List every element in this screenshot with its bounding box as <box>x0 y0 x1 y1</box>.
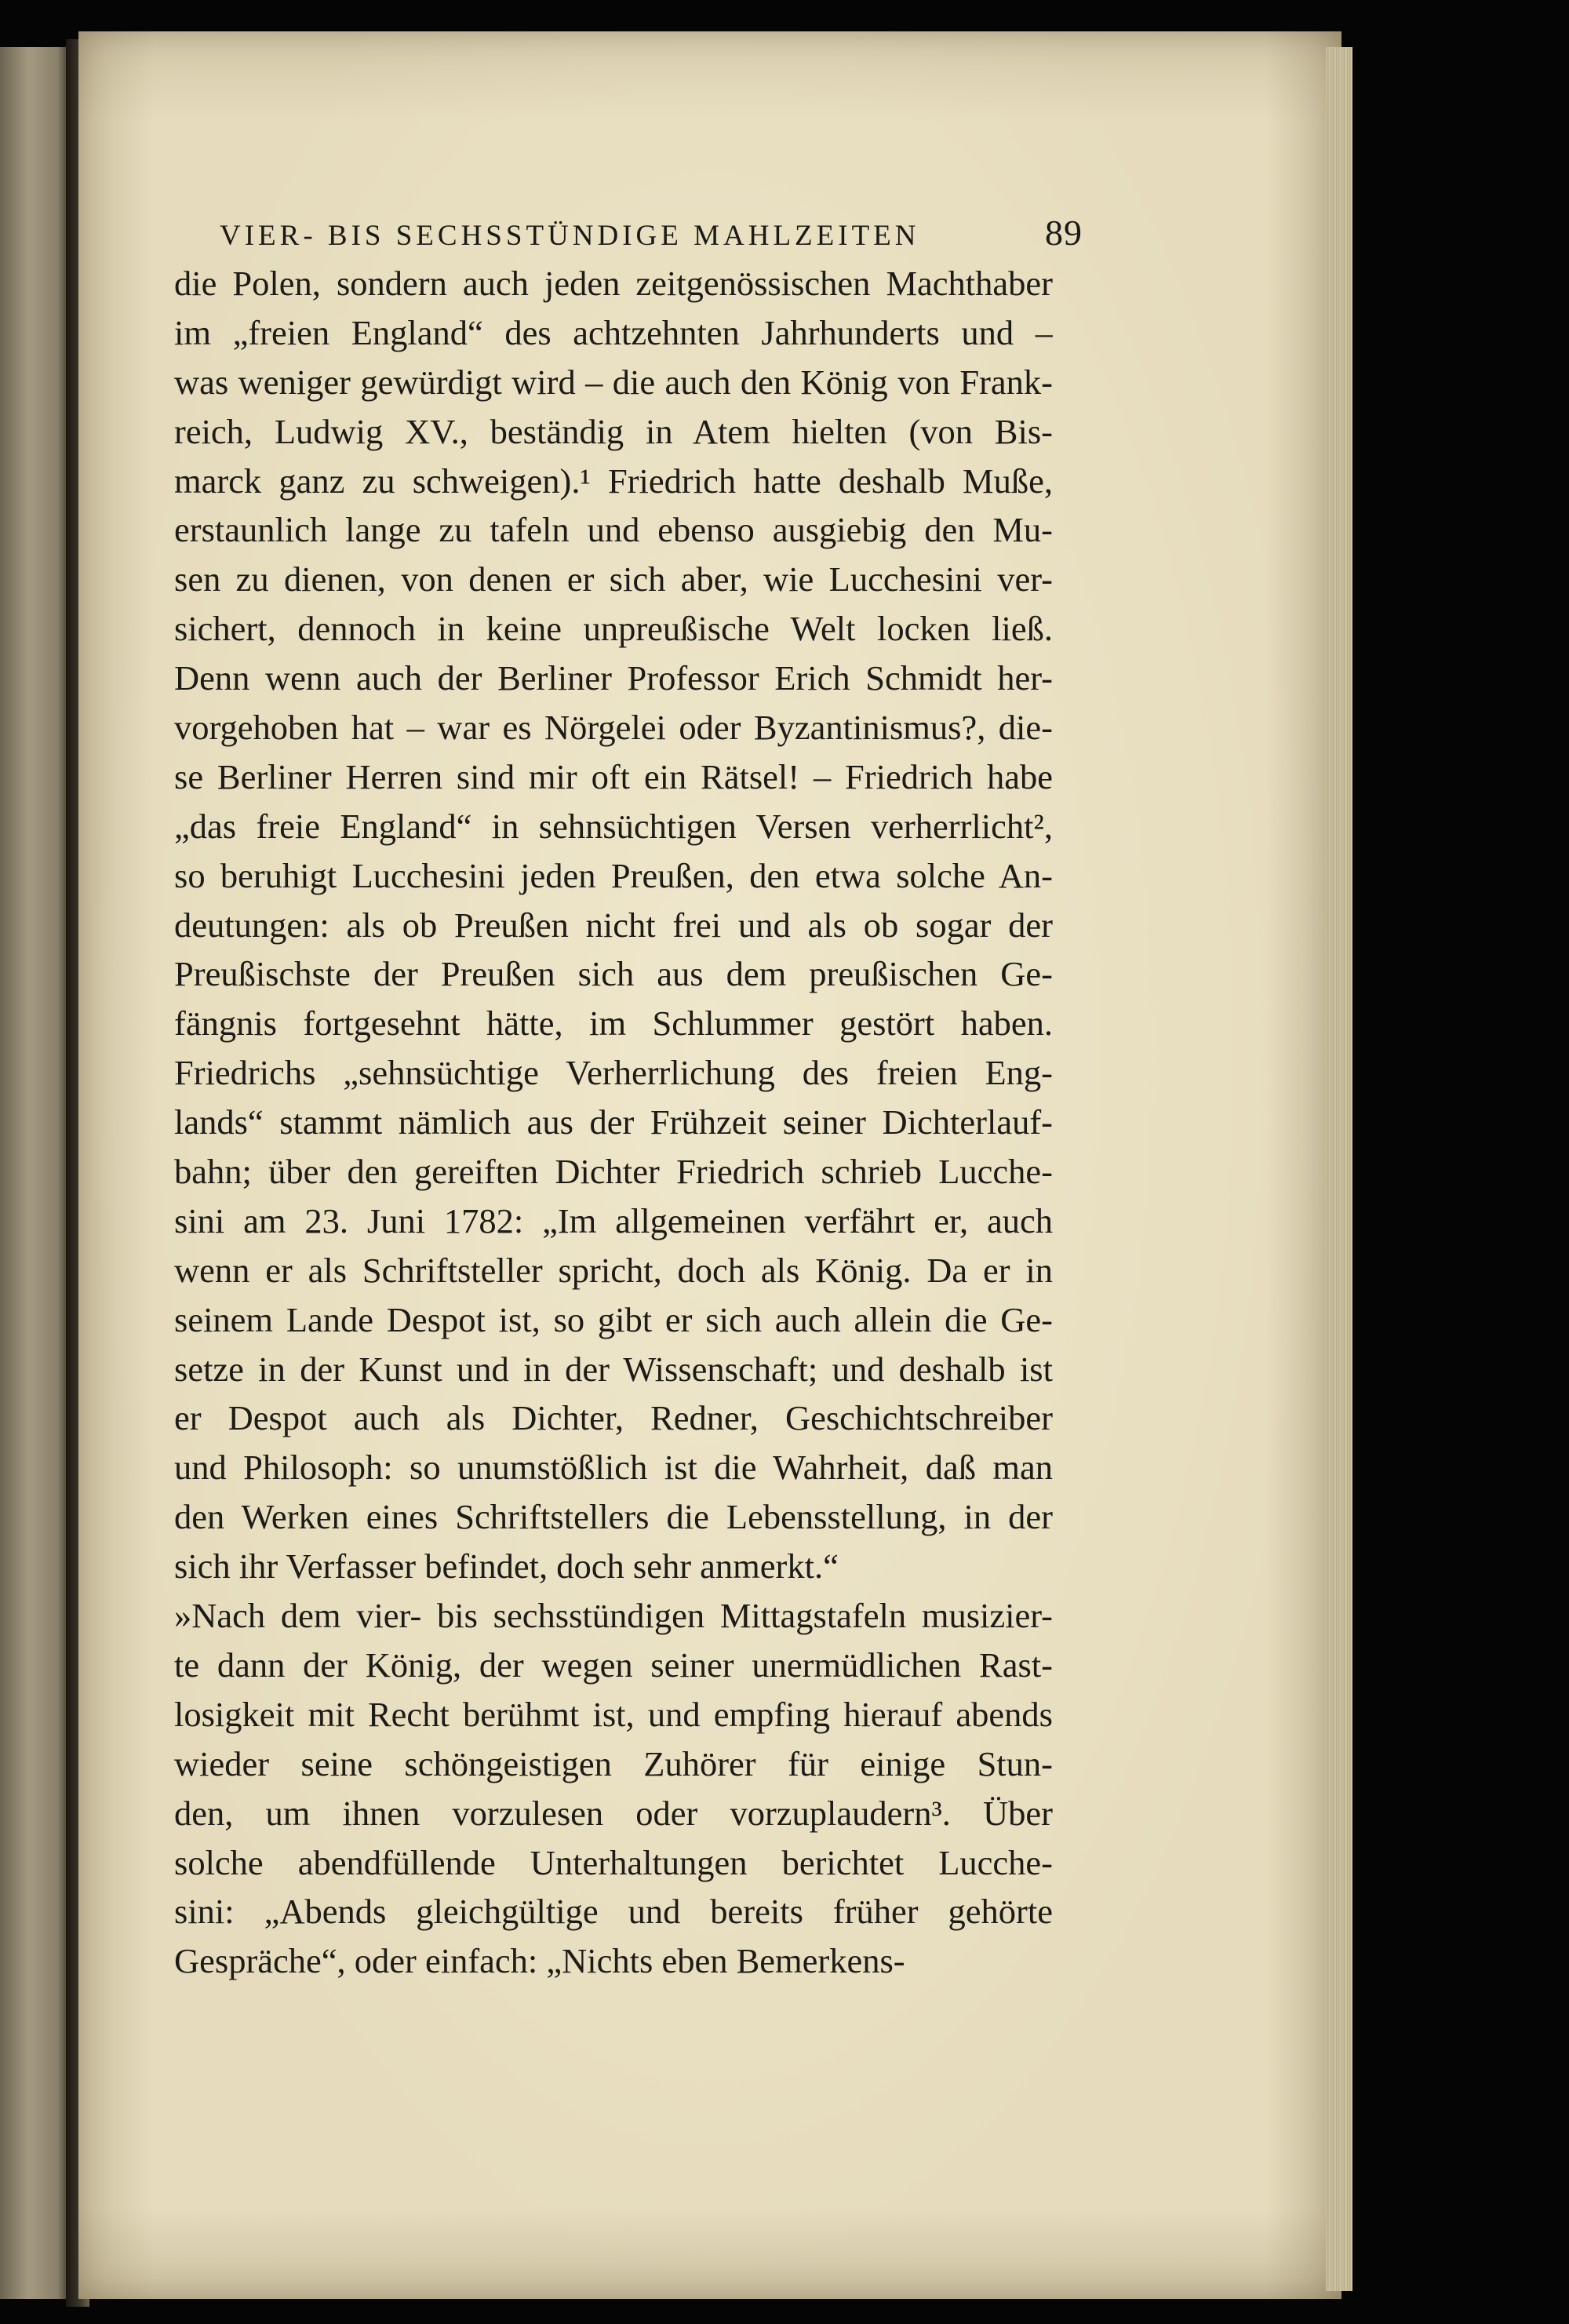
text-line: lands“ stammt nämlich aus der Frühzeit seiner Dichterlauf- <box>174 1102 1053 1142</box>
text-line: im „freien England“ des achtzehnten Jahrhunderts und – <box>174 312 1053 352</box>
text-line: reich, Ludwig XV., beständig in Atem hielten (von Bis- <box>174 411 1053 451</box>
text-line: te dann der König, der wegen seiner unermüdlichen Rast- <box>174 1645 1053 1685</box>
text-line: den, um ihnen vorzulesen oder vorzuplaudern³. Über <box>174 1793 1053 1833</box>
text-line: sen zu dienen, von denen er sich aber, wie Lucchesini ver- <box>174 559 1053 599</box>
body-text <box>174 259 1053 1986</box>
text-line: so beruhigt Lucchesini jeden Preußen, den etwa solche An- <box>174 855 1053 895</box>
text-line: er Despot auch als Dichter, Redner, Geschichtschreiber <box>174 1398 1053 1438</box>
text-line: Gespräche“, oder einfach: „Nichts eben Bemerkens- <box>174 1941 905 1981</box>
text-line: sini: „Abends gleichgültige und bereits früher gehörte <box>174 1892 1053 1932</box>
running-head <box>220 212 1083 253</box>
text-line: deutungen: als ob Preußen nicht frei und als ob sogar der <box>174 905 1053 945</box>
text-line: Friedrichs „sehnsüchtige Verherrlichung des freien Eng- <box>174 1053 1053 1093</box>
text-line: bahn; über den gereiften Dichter Friedrich schrieb Lucche- <box>174 1152 1053 1192</box>
text-line: den Werken eines Schriftstellers die Lebensstellung, in der <box>174 1497 1053 1537</box>
page-fore-edge <box>1326 47 1352 2291</box>
text-line: erstaunlich lange zu tafeln und ebenso ausgiebig den Mu- <box>174 510 1053 550</box>
text-line: und Philosoph: so unumstößlich ist die Wahrheit, daß man <box>174 1448 1053 1488</box>
text-line: wenn er als Schriftsteller spricht, doch als König. Da er in <box>174 1250 1053 1290</box>
text-line: wieder seine schöngeistigen Zuhörer für einige Stun- <box>174 1743 1053 1783</box>
text-line: sini am 23. Juni 1782: „Im allgemeinen verfährt er, auch <box>174 1200 1053 1240</box>
text-line: fängnis fortgesehnt hätte, im Schlummer gestört haben. <box>174 1004 1053 1044</box>
text-line: »Nach dem vier- bis sechsstündigen Mittagstafeln musizier- <box>174 1596 1053 1636</box>
text-line: Denn wenn auch der Berliner Professor Erich Schmidt her- <box>174 658 1053 698</box>
text-line: sichert, dennoch in keine unpreußische Welt locken ließ. <box>174 609 1053 649</box>
text-line: solche abendfüllende Unterhaltungen berichtet Lucche- <box>174 1842 1053 1882</box>
running-head-title: VIER- BIS SECHSSTÜNDIGE MAHLZEITEN <box>220 220 920 252</box>
text-line: die Polen, sondern auch jeden zeitgenössischen Machthaber <box>174 264 1053 303</box>
text-line: seinem Lande Despot ist, so gibt er sich auch allein die Ge- <box>174 1299 1053 1339</box>
text-line: losigkeit mit Recht berühmt ist, und empfing hierauf abends <box>174 1694 1053 1734</box>
text-line: was weniger gewürdigt wird – die auch den König von Frank- <box>174 362 1053 402</box>
page-number: 89 <box>1045 213 1083 253</box>
text-line: Preußischste der Preußen sich aus dem preußischen Ge- <box>174 954 1053 994</box>
text-line: „das freie England“ in sehnsüchtigen Versen verherrlicht², <box>174 806 1053 846</box>
text-line: setze in der Kunst und in der Wissenschaft; und deshalb ist <box>174 1349 1053 1389</box>
previous-page-edge <box>0 47 72 2299</box>
text-line: sich ihr Verfasser befindet, doch sehr anmerkt.“ <box>174 1546 839 1586</box>
text-line: marck ganz zu schweigen).¹ Friedrich hatte deshalb Muße, <box>174 461 1053 501</box>
text-line: vorgehoben hat – war es Nörgelei oder Byzantinismus?, die- <box>174 708 1053 748</box>
text-line: se Berliner Herren sind mir oft ein Rätsel! – Friedrich habe <box>174 756 1053 796</box>
